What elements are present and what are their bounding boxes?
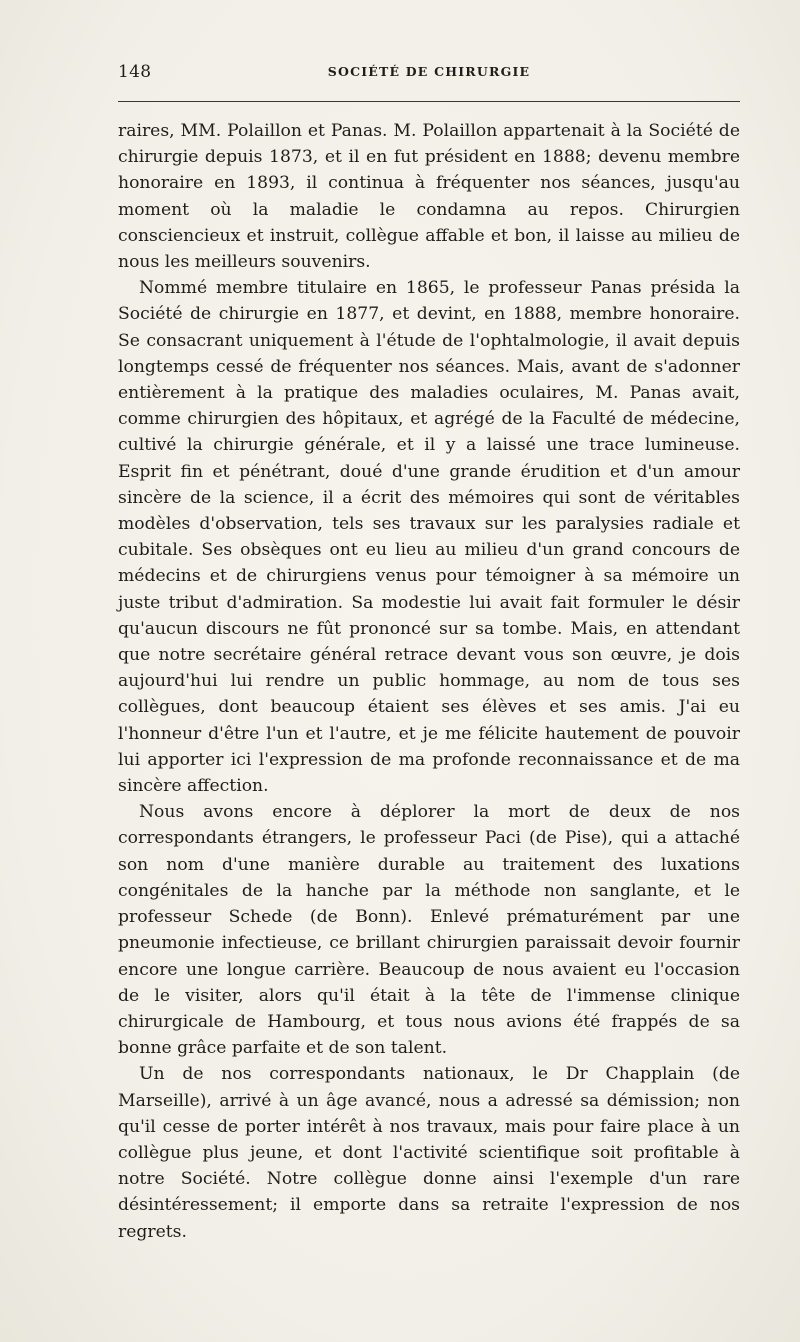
header-rule [118, 101, 740, 102]
paragraph-chapplain: Un de nos correspondants nationaux, le Dr Chapplain (de Marseille), arrivé à un âge avancé, nous a adressé sa démission; non qu'il cesse de porter intérêt à nos travaux, mais pour faire place à un collègue plus jeune, et dont l'activité scientifique soit profitable à notre Société. Notre collègue donne ainsi l'exemple d'un rare désintéressement; il emporte dans sa retraite l'expression de nos regrets. [118, 1064, 740, 1242]
paragraph-foreign-correspondents: Nous avons encore à déplorer la mort de deux de nos correspondants étrangers, le professeur Paci (de Pise), qui a attaché son nom d'une manière durable au traitement des luxations congénitales de la hanche par la méthode non sanglante, et le professeur Schede (de Bonn). Enlevé prématurément par une pneumonie infectieuse, ce brillant chirurgien paraissait devoir fournir encore une longue carrière. Beaucoup de nous avaient eu l'occasion de le visiter, alors qu'il était à la tête de l'immense clinique chirurgicale de Hambourg, et tous nous avions été frappés de sa bonne grâce parfaite et de son talent. [118, 802, 740, 1059]
body-text [118, 118, 740, 1245]
paragraph-continuation: raires, MM. Polaillon et Panas. M. Polaillon appartenait à la Société de chirurgie depuis 1873, et il en fut président en 1888; devenu membre honoraire en 1893, il continua à fréquenter nos séances, jusqu'au moment où la maladie le condamna au repos. Chirurgien consciencieux et instruit, collègue affable et bon, il laisse au milieu de nous les meilleurs souvenirs. [118, 121, 740, 273]
paragraph-panas: Nommé membre titulaire en 1865, le professeur Panas présida la Société de chirurgie en 1877, et devint, en 1888, membre honoraire. Se consacrant uniquement à l'étude de l'ophtalmologie, il avait depuis longtemps cessé de fréquenter nos séances. Mais, avant de s'adonner entièrement à la pratique des maladies oculaires, M. Panas avait, comme chirurgien des hôpitaux, et agrégé de la Faculté de médecine, cultivé la chirurgie générale, et il y a laissé une trace lumineuse. Esprit fin et pénétrant, doué d'une grande érudition et d'un amour sincère de la science, il a écrit des mémoires qui sont de véritables modèles d'observation, tels ses travaux sur les paralysies radiale et cubitale. Ses obsèques ont eu lieu au milieu d'un grand concours de médecins et de chirurgiens venus pour témoigner à sa mémoire un juste tribut d'admiration. Sa modestie lui avait fait formuler le désir qu'aucun discours ne fût prononcé sur sa tombe. Mais, en attendant que notre secrétaire général retrace devant vous son œuvre, je dois aujourd'hui lui rendre un public hommage, au nom de tous ses collègues, dont beaucoup étaient ses élèves et ses amis. J'ai eu l'honneur d'être l'un et l'autre, et je me félicite hautement de pouvoir lui apporter ici l'expression de ma profonde reconnaissance et de ma sincère affection. [118, 278, 740, 797]
page-header [118, 62, 740, 86]
page-number: 148 [118, 62, 152, 82]
running-title: SOCIÉTÉ DE CHIRURGIE [327, 64, 531, 79]
